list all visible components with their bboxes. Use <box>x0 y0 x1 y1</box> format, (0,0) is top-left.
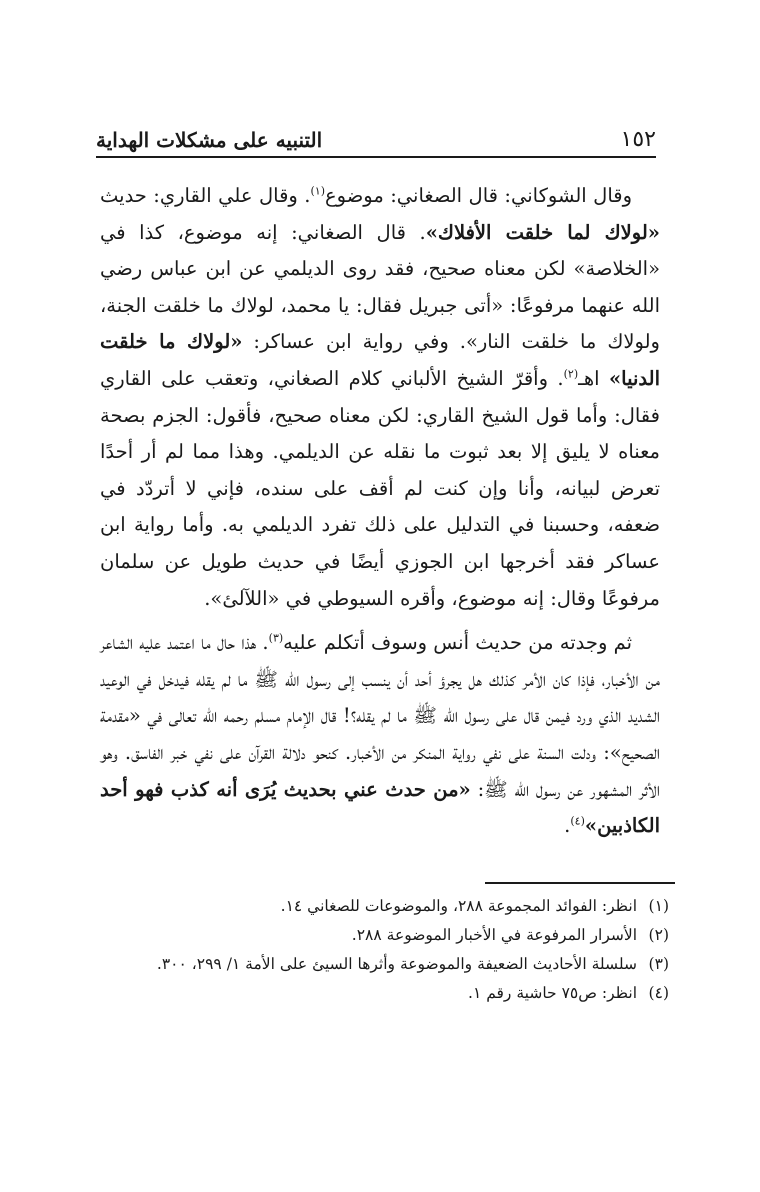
footnote-number: (٢) <box>648 926 669 944</box>
page-number: ١٥٢ <box>620 127 656 152</box>
paragraph-1 <box>100 178 660 617</box>
text-run: . وأقرّ الشيخ الألباني كلام الصغاني، وتعقب على القاري فقال: وأما قول الشيخ القاري: لكن معناه صحيح، فأقول: الجزم بصحة معناه لا يليق إلا بعد ثبوت ما نقله عن الديلمي. وهذا مما لم أر أحدًا تعرض لبيانه، وأنا وإن كنت لم أقف على سنده، فإني لا أتردّد في ضعفه، وحسبنا في التدليل على ذلك تفرد الديلمي به. وأما رواية ابن عساكر فقد أخرجها ابن الجوزي أيضًا في حديث طويل عن سلمان مرفوعًا وقال: إنه موضوع، وأقره السيوطي في «اللآلئ». <box>100 366 660 610</box>
page-header <box>96 112 656 158</box>
footnote-text: انظر: ص٧٥ حاشية رقم ١. <box>468 984 637 1002</box>
footnote-number: (١) <box>648 897 669 915</box>
footnote-number: (٤) <box>648 984 669 1002</box>
footnote-divider <box>485 882 675 884</box>
footnote-4 <box>100 979 675 1008</box>
footnote-text: سلسلة الأحاديث الضعيفة والموضوعة وأثرها السيئ على الأمة ١/ ٢٩٩، ٣٠٠. <box>156 955 637 973</box>
footnote-ref-2: (٢) <box>563 367 579 381</box>
text-run: . هذا حال ما اعتمد عليه الشاعر من الأخبار، فإذا كان الأمر كذلك هل يجرؤ أحد أن ينسب إلى رسول الله ﷺ ما لم يقله فيدخل في الوعيد الشديد الذي ورد فيمن قال على رسول الله ﷺ ما لم يقله؟! قال الإمام مسلم رحمه الله تعالى في «مقدمة الصحيح»: ودلت السنة على نفي رواية المنكر من الأخبار. كنحو دلالة القرآن على نفي خبر الفاسق. وهو الأثر المشهور عن رسول الله ﷺ: <box>100 631 660 801</box>
text-run: وقال الشوكاني: قال الصغاني: موضوع <box>324 184 633 207</box>
footnote-ref-3: (٣) <box>268 631 284 645</box>
footnote-ref-4: (٤) <box>570 814 585 828</box>
text-run: . <box>564 814 571 838</box>
footnote-ref-1: (١) <box>310 184 325 198</box>
text-run: . قال الصغاني: إنه موضوع، كذا في «الخلاصة» لكن معناه صحيح، فقد روى الديلمي عن ابن عباس رضي الله عنهما مرفوعًا: «أتى جبريل فقال: يا محمد، لولاك ما خلقت الجنة، ولولاك ما خلقت النار». وفي رواية ابن عساكر: <box>100 220 660 354</box>
text-run: اهـ <box>578 366 609 390</box>
footnote-3 <box>100 950 675 979</box>
text-run: ثم وجدته من حديث أنس وسوف أتكلم عليه <box>283 631 632 655</box>
main-text <box>100 178 660 853</box>
footnote-2 <box>100 921 675 950</box>
footnote-text: الأسرار المرفوعة في الأخبار الموضوعة ٢٨٨. <box>351 926 637 944</box>
paragraph-2 <box>100 625 660 845</box>
footnote-1 <box>100 892 675 921</box>
bold-quote: «لولاك ما خلقت الدنيا» <box>100 330 660 390</box>
bold-quote: «لولاك لما خلقت الأفلاك» <box>425 220 660 244</box>
running-title: التنبيه على مشكلات الهداية <box>96 128 323 152</box>
footnote-number: (٣) <box>648 955 669 973</box>
footnote-text: انظر: الفوائد المجموعة ٢٨٨، والموضوعات للصغاني ١٤. <box>280 897 637 915</box>
bold-quote: «من حدث عني بحديث يُرَى أنه كذب فهو أحد الكاذبين» <box>100 777 660 838</box>
text-run: . وقال علي القاري: حديث <box>100 184 311 207</box>
footnotes <box>100 892 675 1008</box>
